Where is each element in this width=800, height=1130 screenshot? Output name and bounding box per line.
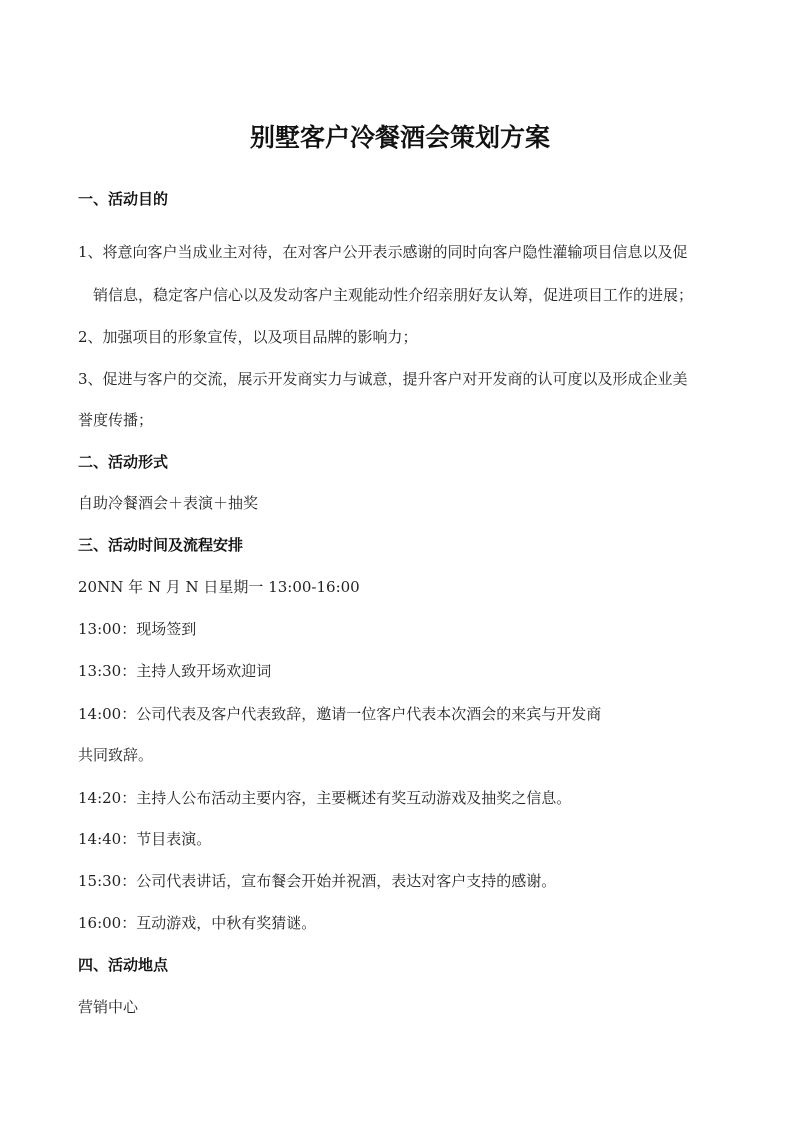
schedule-item-continuation: 共同致辞。: [78, 746, 154, 764]
paragraph-purpose-3-line-2: 誉度传播；: [78, 411, 154, 429]
paragraph-purpose-1-line-2: 销信息，稳定客户信心以及发动客户主观能动性介绍亲朋好友认筹，促进项目工作的进展；: [93, 286, 694, 304]
paragraph-purpose-3-line-1: 3、促进与客户的交流，展示开发商实力与诚意，提升客户对开发商的认可度以及形成企业美: [78, 370, 688, 388]
schedule-item: 14:20：主持人公布活动主要内容，主要概述有奖互动游戏及抽奖之信息。: [78, 789, 572, 807]
paragraph-purpose-2: 2、加强项目的形象宣传，以及项目品牌的影响力；: [78, 328, 418, 346]
paragraph-venue: 营销中心: [78, 998, 139, 1016]
schedule-date: 20NN 年 N 月 N 日星期一 13:00-16:00: [78, 578, 360, 596]
schedule-item: 14:40：节目表演。: [78, 830, 212, 848]
section-heading-purpose: 一、活动目的: [78, 190, 169, 208]
schedule-item: 13:30：主持人致开场欢迎词: [78, 662, 272, 680]
schedule-item: 15:30：公司代表讲话，宣布餐会开始并祝酒，表达对客户支持的感谢。: [78, 872, 557, 890]
section-heading-venue: 四、活动地点: [78, 956, 169, 974]
schedule-item: 14:00：公司代表及客户代表致辞，邀请一位客户代表本次酒会的来宾与开发商: [78, 705, 602, 723]
section-heading-format: 二、活动形式: [78, 453, 169, 471]
section-heading-schedule: 三、活动时间及流程安排: [78, 536, 244, 554]
paragraph-format: 自助冷餐酒会＋表演＋抽奖: [78, 494, 259, 512]
paragraph-purpose-1-line-1: 1、将意向客户当成业主对待，在对客户公开表示感谢的同时向客户隐性灌输项目信息以及促: [78, 243, 688, 261]
document-title: 别墅客户冷餐酒会策划方案: [249, 123, 550, 152]
schedule-item: 16:00：互动游戏，中秋有奖猜谜。: [78, 914, 317, 932]
schedule-item: 13:00：现场签到: [78, 620, 197, 638]
